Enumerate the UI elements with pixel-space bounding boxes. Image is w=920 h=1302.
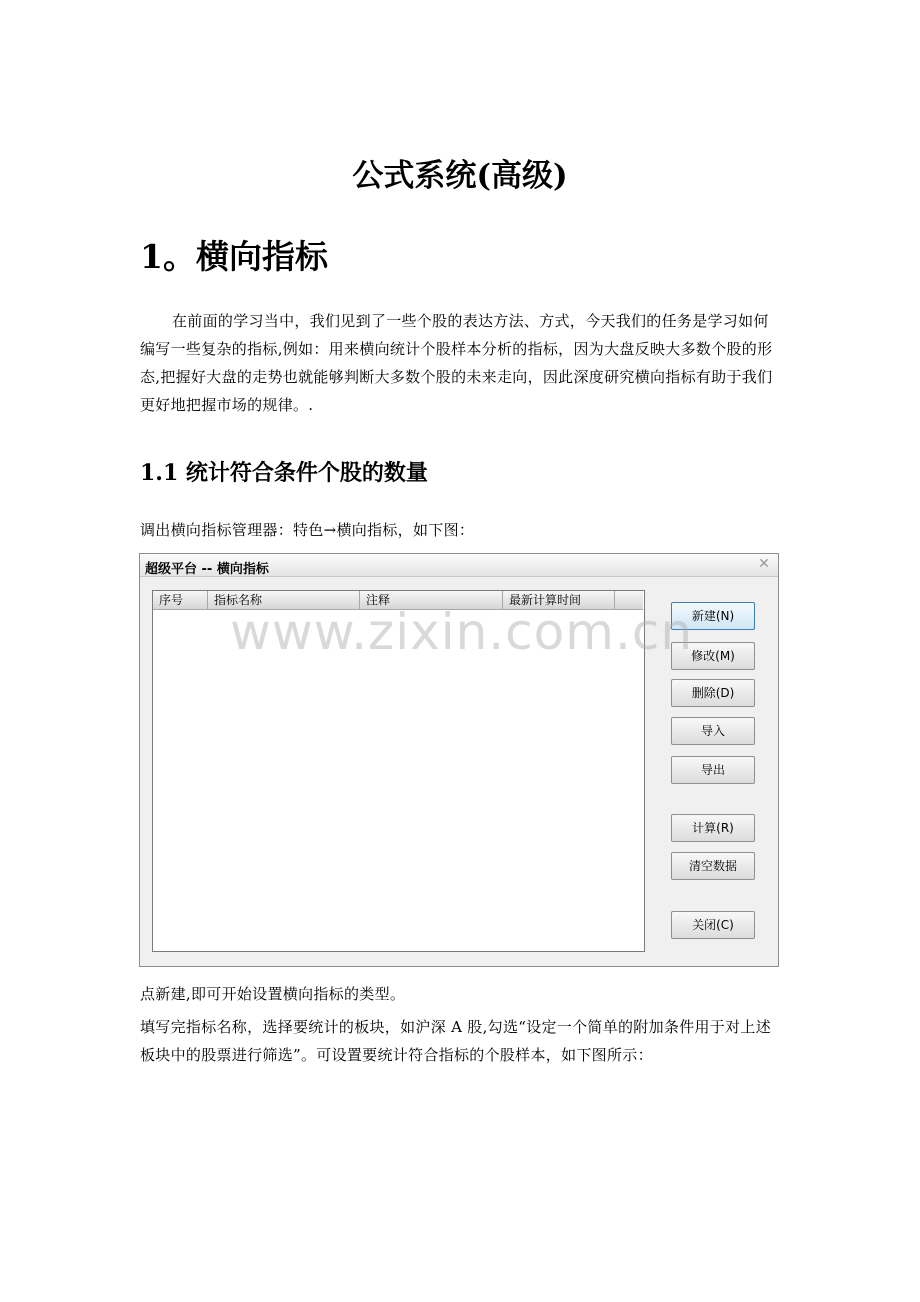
after-figure-text-1: 点新建,即可开始设置横向指标的类型。 [140, 985, 406, 1003]
dialog-title: 超级平台 -- 横向指标 [145, 562, 269, 577]
close-button[interactable]: 关闭(C) [671, 911, 755, 939]
column-header-name[interactable]: 指标名称 [208, 591, 360, 609]
document-title: 公式系统(高级) [352, 158, 568, 194]
after-figure-text-2: 填写完指标名称，选择要统计的板块，如沪深 A 股,勾选“设定一个简单的附加条件用于对上述板块中的股票进行筛选”。可设置要统计符合指标的个股样本，如下图所示： [140, 1018, 772, 1064]
dialog-titlebar [140, 554, 778, 577]
intro-paragraph: 在前面的学习当中，我们见到了一些个股的表达方法、方式，今天我们的任务是学习如何编写一些复杂的指标,例如：用来横向统计个股样本分析的指标，因为大盘反映大多数个股的形态,把握好大盘的走势也就能够判断大多数个股的未来走向，因此深度研究横向指标有助于我们更好地把握市场的规律。. [140, 312, 773, 414]
column-header-last-calc-time[interactable]: 最新计算时间 [503, 591, 615, 609]
import-button[interactable]: 导入 [671, 717, 755, 745]
figure-intro-text: 调出横向指标管理器：特色→横向指标，如下图： [140, 521, 475, 539]
export-button[interactable]: 导出 [671, 756, 755, 784]
column-header-note[interactable]: 注释 [360, 591, 503, 609]
modify-button[interactable]: 修改(M) [671, 642, 755, 670]
column-header-index[interactable]: 序号 [153, 591, 208, 609]
subsection-heading: 1.1 统计符合条件个股的数量 [140, 460, 428, 486]
close-icon[interactable]: ✕ [758, 556, 770, 572]
delete-button[interactable]: 删除(D) [671, 679, 755, 707]
new-button[interactable]: 新建(N) [671, 602, 755, 630]
calculate-button[interactable]: 计算(R) [671, 814, 755, 842]
watermark: www.zixin.com.cn [230, 603, 694, 661]
clear-data-button[interactable]: 清空数据 [671, 852, 755, 880]
section-heading: 1。横向指标 [140, 237, 328, 276]
